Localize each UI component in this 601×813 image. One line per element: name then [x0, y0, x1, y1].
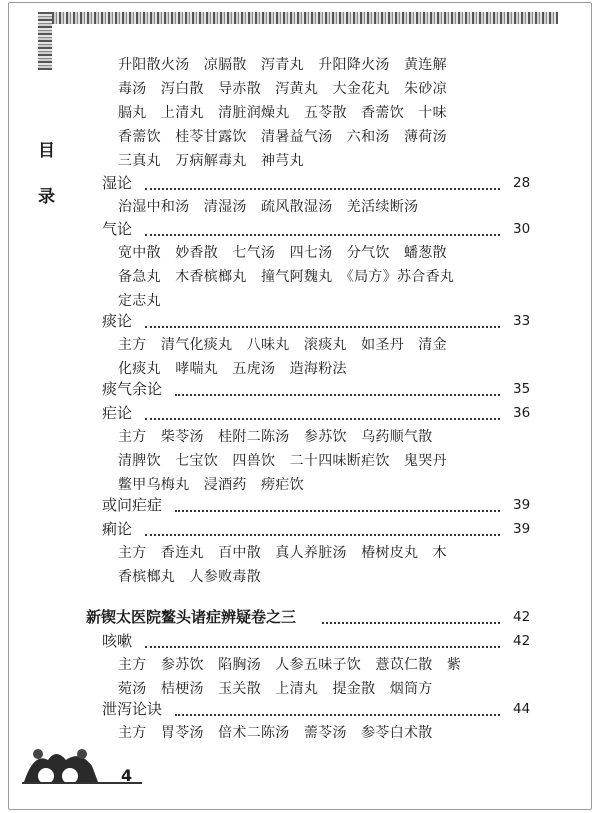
toc-page-number: 39: [513, 521, 531, 537]
toc-heading[interactable]: 气论: [102, 220, 133, 238]
toc-heading[interactable]: 痰气余论: [102, 380, 163, 398]
toc-chapter-heading[interactable]: 新锲太医院鳌头诸症辨疑卷之三: [86, 608, 297, 626]
toc-heading[interactable]: 泄泻论诀: [102, 700, 163, 718]
toc-page-number: 42: [513, 633, 531, 649]
corner-ornament: [38, 12, 52, 70]
toc-subentry-line: 香薷饮 桂苓甘露饮 清暑益气汤 六和汤 薄荷汤: [118, 129, 447, 145]
toc-subentry-line: 备急丸 木香槟榔丸 撞气阿魏丸 《局方》苏合香丸: [118, 269, 455, 285]
leader-dots: [175, 714, 500, 716]
leader-dots: [145, 188, 500, 190]
toc-subentry-line: 主方 清气化痰丸 八味丸 滚痰丸 如圣丹 清金: [118, 337, 447, 353]
page-number: 4: [121, 766, 133, 785]
leader-dots: [175, 394, 500, 396]
top-border-ornament: [38, 12, 558, 24]
leader-dots: [145, 646, 500, 648]
toc-subentry-line: 主方 胃苓汤 倍术二陈汤 薷苓汤 参苓白术散: [118, 725, 433, 741]
toc-subentry-line: 主方 柴苓汤 桂附二陈汤 参苏饮 乌药顺气散: [118, 429, 433, 445]
side-title-char-1: 目: [38, 141, 55, 161]
toc-subentry-line: 清脾饮 七宝饮 四兽饮 二十四味断疟饮 鬼哭丹: [118, 453, 447, 469]
toc-heading[interactable]: 或问疟症: [102, 496, 163, 514]
toc-subentry-line: 升阳散火汤 凉膈散 泻青丸 升阳降火汤 黄连解: [118, 57, 447, 73]
side-title-char-2: 录: [38, 187, 55, 207]
toc-subentry-line: 三真丸 万病解毒丸 神芎丸: [118, 153, 304, 169]
toc-page-number: 36: [513, 405, 531, 421]
toc-page-number: 30: [513, 221, 531, 237]
toc-subentry-line: 治湿中和汤 清湿汤 疏风散湿汤 羌活续断汤: [118, 199, 419, 215]
leader-dots: [322, 622, 500, 624]
toc-page-number: 35: [513, 381, 531, 397]
leader-dots: [175, 510, 500, 512]
toc-subentry-line: 鳖甲乌梅丸 浸酒药 痨疟饮: [118, 477, 304, 493]
toc-subentry-line: 化痰丸 哮喘丸 五虎汤 造海粉法: [118, 361, 347, 377]
toc-heading[interactable]: 疟论: [102, 404, 133, 422]
toc-page-number: 39: [513, 497, 531, 513]
toc-heading[interactable]: 痰论: [102, 312, 133, 330]
leader-dots: [145, 534, 500, 536]
toc-subentry-line: 菀汤 桔梗汤 玉关散 上清丸 提金散 烟筒方: [118, 681, 433, 697]
toc-heading[interactable]: 咳嗽: [102, 632, 133, 650]
toc-page-number: 28: [513, 175, 531, 191]
toc-subentry-line: 膈丸 上清丸 清脏润燥丸 五苓散 香薷饮 十味: [118, 105, 447, 121]
leader-dots: [145, 418, 500, 420]
leader-dots: [145, 326, 500, 328]
toc-subentry-line: 主方 香连丸 百中散 真人养脏汤 椿树皮丸 木: [118, 545, 447, 561]
toc-page-number: 44: [513, 701, 531, 717]
toc-subentry-line: 宽中散 妙香散 七气汤 四七汤 分气饮 蟠葱散: [118, 245, 447, 261]
toc-subentry-line: 主方 参苏饮 陷胸汤 人参五味子饮 薏苡仁散 紫: [118, 657, 462, 673]
toc-subentry-line: 毒汤 泻白散 导赤散 泻黄丸 大金花丸 朱砂凉: [118, 81, 447, 97]
toc-subentry-line: 定志丸: [118, 293, 161, 309]
toc-page-number: 33: [513, 313, 531, 329]
toc-subentry-line: 香槟榔丸 人参败毒散: [118, 569, 261, 585]
toc-heading[interactable]: 痢论: [102, 520, 133, 538]
toc-page-number: 42: [513, 609, 531, 625]
leader-dots: [145, 234, 500, 236]
toc-heading[interactable]: 湿论: [102, 174, 133, 192]
